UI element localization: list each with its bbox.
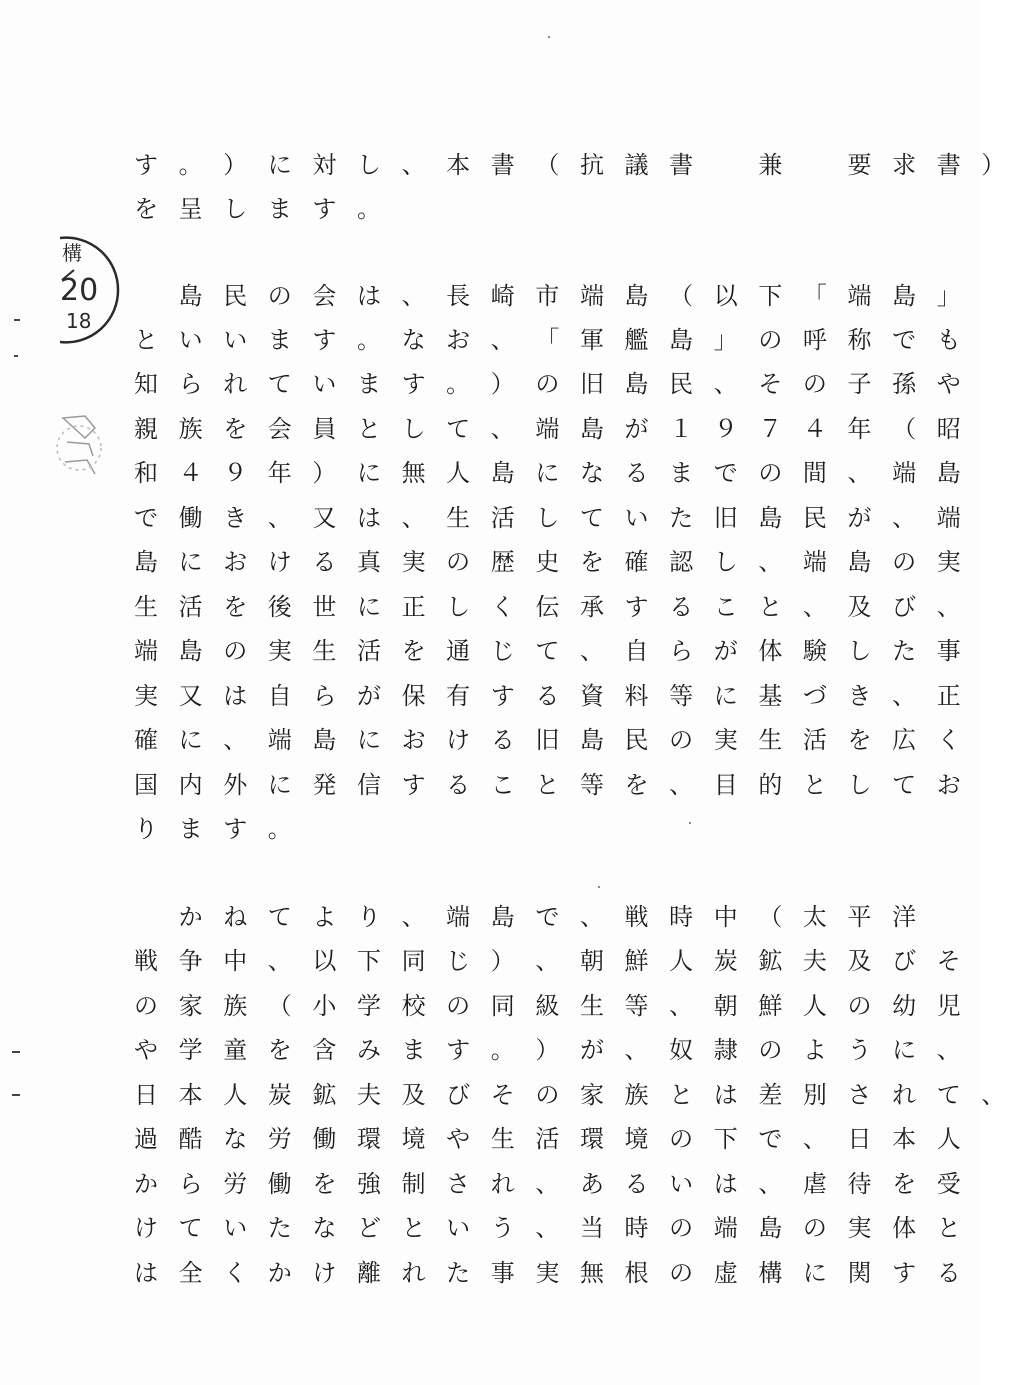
text-line: 端 島 の 実 生 活 を 通 じ て 、 自 ら が 体 験 し た 事 <box>134 637 961 665</box>
text-line: 知 ら れ て い ま す 。 ） の 旧 島 民 、 そ の 子 孫 や <box>134 370 961 398</box>
receipt-stamp <box>40 230 130 350</box>
text-line: や 学 童 を 含 み ま す 。 ） が 、 奴 隷 の よ う に 、 <box>134 1036 961 1064</box>
scan-speck <box>598 886 600 888</box>
margin-mark <box>14 355 18 357</box>
text-line: を 呈 し ま す 。 <box>134 195 381 223</box>
text-line: 島 民 の 会 は 、 長 崎 市 端 島 （ 以 下 「 端 島 」 <box>178 282 961 310</box>
text-line: か ね て よ り 、 端 島 で 、 戦 時 中 （ 太 平 洋 <box>178 903 917 931</box>
stamp-char-top: 構 <box>62 241 82 265</box>
scan-speck <box>689 822 691 824</box>
stamp-date-num: 18 <box>66 309 92 333</box>
stamp-date-day: 20 <box>60 273 99 308</box>
text-line: 国 内 外 に 発 信 す る こ と 等 を 、 目 的 と し て お <box>134 771 961 799</box>
text-line: 親 族 を 会 員 と し て 、 端 島 が １ ９ ７ ４ 年 （ 昭 <box>134 415 961 443</box>
text-line: と い い ま す 。 な お 、 「 軍 艦 島 」 の 呼 称 で も <box>134 326 961 354</box>
scan-speck <box>548 36 550 38</box>
text-line: か ら 労 働 を 強 制 さ れ 、 あ る い は 、 虐 待 を 受 <box>134 1170 961 1198</box>
text-line: 戦 争 中 、 以 下 同 じ ） 、 朝 鮮 人 炭 鉱 夫 及 び そ <box>134 947 961 975</box>
text-line: り ま す 。 <box>134 815 292 843</box>
text-line: 確 に 、 端 島 に お け る 旧 島 民 の 実 生 活 を 広 く <box>134 726 961 754</box>
text-line: す 。 ） に 対 し 、 本 書 （ 抗 議 書 兼 要 求 書 ） <box>134 151 1006 179</box>
text-line: の 家 族 （ 小 学 校 の 同 級 生 等 、 朝 鮮 人 の 幼 児 <box>134 992 961 1020</box>
text-line: 実 又 は 自 ら が 保 有 す る 資 料 等 に 基 づ き 、 正 <box>134 682 961 710</box>
text-line: 和 ４ ９ 年 ） に 無 人 島 に な る ま で の 間 、 端 島 <box>134 459 961 487</box>
text-line: 過 酷 な 労 働 環 境 や 生 活 環 境 の 下 で 、 日 本 人 <box>134 1125 961 1153</box>
faint-seal <box>55 408 105 488</box>
margin-mark <box>12 1051 20 1053</box>
margin-mark <box>14 319 20 321</box>
text-line: 島 に お け る 真 実 の 歴 史 を 確 認 し 、 端 島 の 実 <box>134 548 961 576</box>
text-line: は 全 く か け 離 れ た 事 実 無 根 の 虚 構 に 関 す る <box>134 1259 961 1287</box>
text-line: 生 活 を 後 世 に 正 し く 伝 承 す る こ と 、 及 び 、 <box>134 593 961 621</box>
text-line: 日 本 人 炭 鉱 夫 及 び そ の 家 族 と は 差 別 さ れ て 、 <box>134 1081 1006 1109</box>
margin-mark <box>12 1094 20 1096</box>
text-line: け て い た な ど と い う 、 当 時 の 端 島 の 実 体 と <box>134 1214 961 1242</box>
text-line: で 働 き 、 又 は 、 生 活 し て い た 旧 島 民 が 、 端 <box>134 504 961 532</box>
